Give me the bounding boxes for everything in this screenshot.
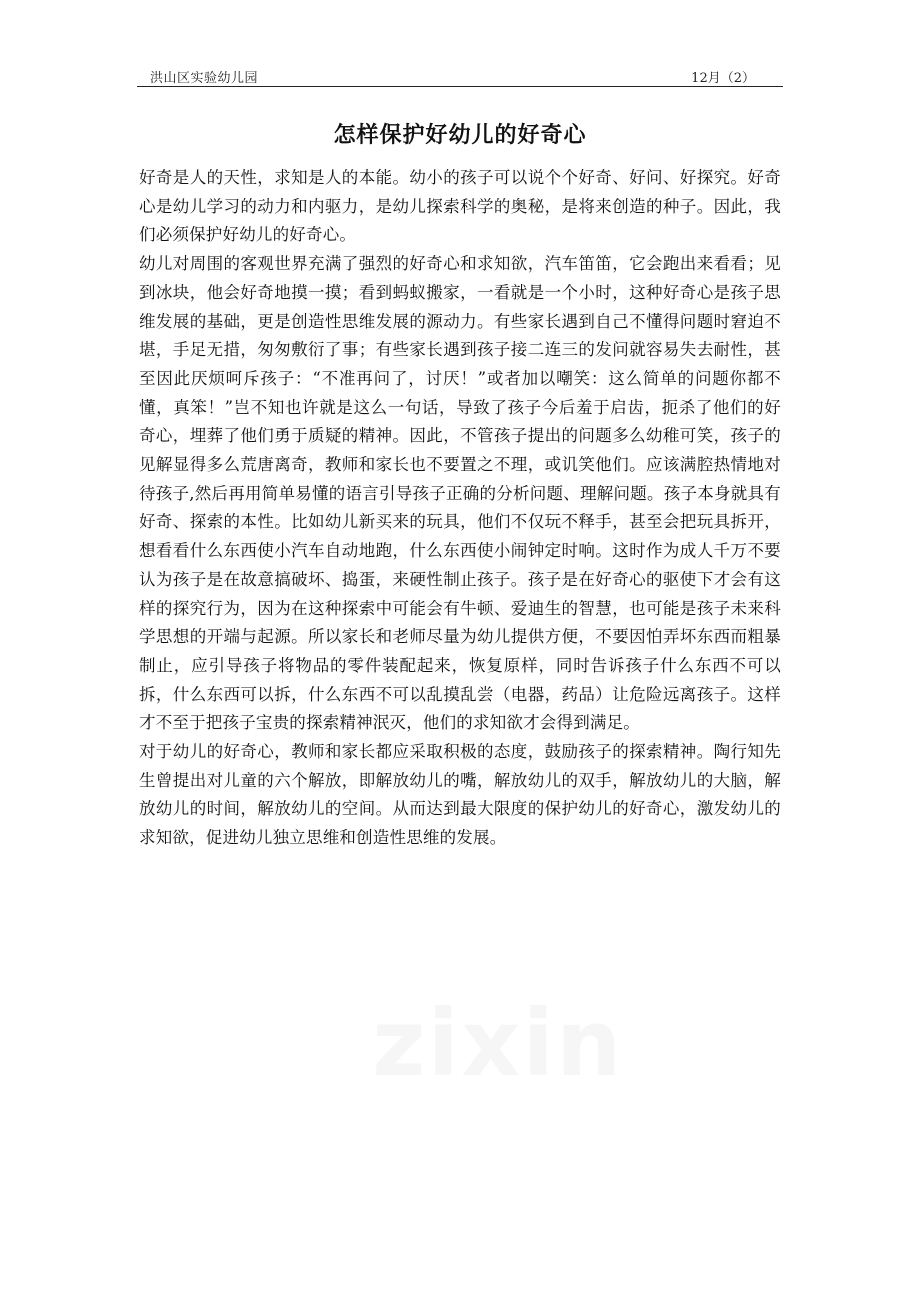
paragraph-3: 对于幼儿的好奇心，教师和家长都应采取积极的态度，鼓励孩子的探索精神。陶行知先生曾提出对儿童的六个解放，即解放幼儿的嘴，解放幼儿的双手，解放幼儿的大脑，解放幼儿的时间，解放幼儿的空间。从而达到最大限度的保护幼儿的好奇心，激发幼儿的求知欲，促进幼儿独立思维和创造性思维的发展。 xyxy=(139,742,781,848)
header-issue-label: 12月（2） xyxy=(691,71,755,86)
header-school-name: 洪山区实验幼儿园 xyxy=(150,71,259,86)
page-header xyxy=(137,64,783,87)
paragraph-2: 幼儿对周围的客观世界充满了强烈的好奇心和求知欲，汽车笛笛，它会跑出来看看；见到冰块，他会好奇地摸一摸；看到蚂蚁搬家，一看就是一个小时，这种好奇心是孩子思维发展的基础，更是创造性思维发展的源动力。有些家长遇到自己不懂得问题时窘迫不堪，手足无措，匆匆敷衍了事；有些家长遇到孩子接二连三的发问就容易失去耐性，甚至因此厌烦呵斥孩子：“不准再问了，讨厌！”或者加以嘲笑：这么简单的问题你都不懂，真笨！”岂不知也许就是这么一句话，导致了孩子今后羞于启齿，扼杀了他们的好奇心，埋葬了他们勇于质疑的精神。因此，不管孩子提出的问题多么幼稚可笑，孩子的见解显得多么荒唐离奇，教师和家长也不要置之不理，或讥笑他们。应该满腔热情地对待孩子,然后再用简单易懂的语言引导孩子正确的分析问题、理解问题。孩子本身就具有好奇、探索的本性。比如幼儿新买来的玩具，他们不仅玩不释手，甚至会把玩具拆开，想看看什么东西使小汽车自动地跑，什么东西使小闹钟定时响。这时作为成人千万不要认为孩子是在故意搞破坏、捣蛋，来硬性制止孩子。孩子是在好奇心的驱使下才会有这样的探究行为，因为在这种探索中可能会有牛顿、爱迪生的智慧，也可能是孩子未来科学思想的开端与起源。所以家长和老师尽量为幼儿提供方便，不要因怕弄坏东西而粗暴制止，应引导孩子将物品的零件装配起来，恢复原样，同时告诉孩子什么东西不可以拆，什么东西可以拆，什么东西不可以乱摸乱尝（电器，药品）让危险远离孩子。这样才不至于把孩子宝贵的探索精神泯灭，他们的求知欲才会得到满足。 xyxy=(139,254,781,733)
document-title: 怎样保护好幼儿的好奇心 xyxy=(333,123,587,148)
paragraph-1: 好奇是人的天性，求知是人的本能。幼小的孩子可以说个个好奇、好问、好探究。好奇心是幼儿学习的动力和内驱力，是幼儿探索科学的奥秘，是将来创造的种子。因此，我们必须保护好幼儿的好奇心。 xyxy=(139,168,781,245)
document-body xyxy=(139,164,781,853)
watermark xyxy=(372,990,623,1097)
